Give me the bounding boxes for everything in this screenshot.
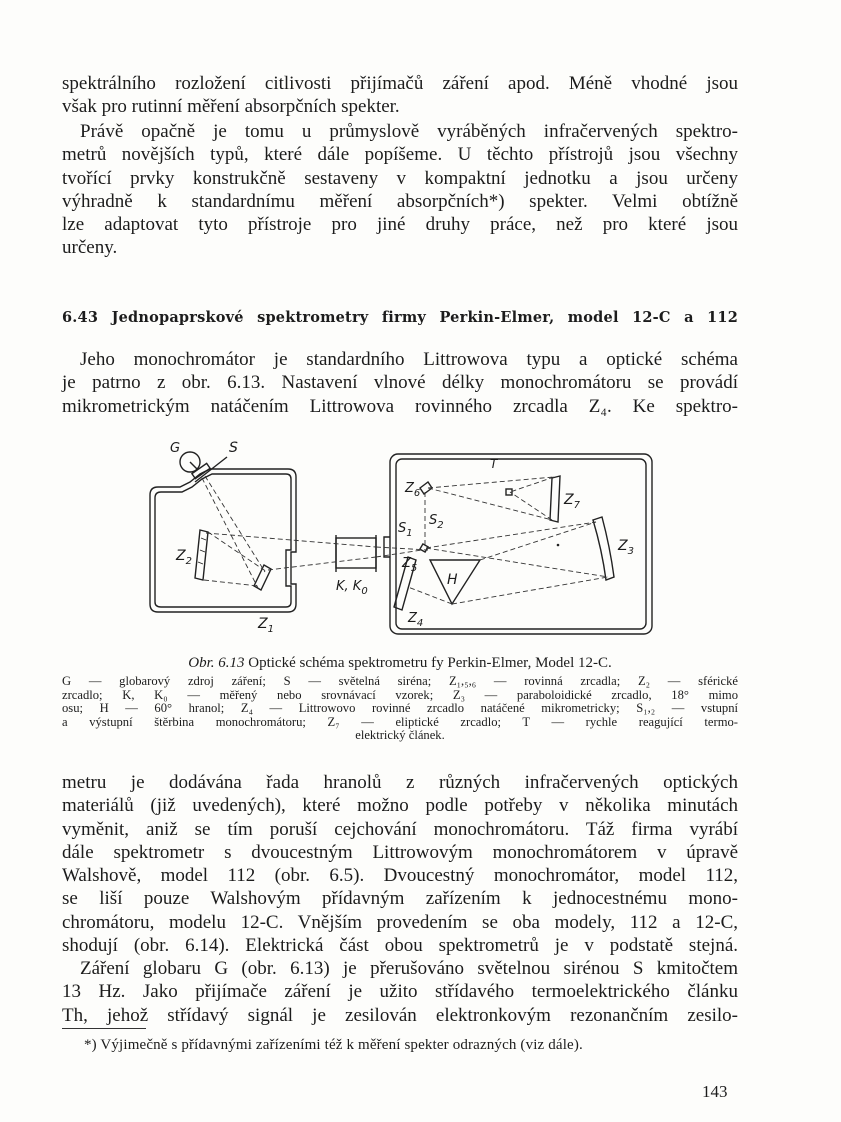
text-line: vyměnit, aniž se tím poruší cejchování monochromátoru. Táž firma vyrábí: [62, 818, 738, 840]
text-line: dále spektrometr s dvoucestným Littrowovým monochromátorem v úpravě: [62, 841, 738, 863]
label-z7: $Z_7$: [564, 492, 580, 511]
mirror-z3: [593, 517, 614, 580]
mirror-z7: [550, 476, 560, 522]
label-t: T: [490, 457, 498, 471]
text-line: určeny.: [62, 237, 118, 259]
label-z6: $Z_6$: [405, 481, 421, 499]
caption-line: a výstupní štěrbina monochromátoru; Z₇ — eliptické zrcadlo; T — rychle reagující termo-: [62, 714, 738, 729]
text-line: Záření globaru G (obr. 6.13) je přerušováno světelnou sirénou S kmitočtem: [80, 958, 738, 979]
text-line: materiálů (již uvedených), které možno podle potřeby v několika minutách: [62, 795, 738, 817]
paragraph-globar: [62, 957, 738, 1027]
text-line: Walshově, model 112 (obr. 6.5). Dvoucestný monochromátor, model 112,: [62, 865, 738, 887]
text-line: však pro rutinní měření absorpčních spekter.: [62, 96, 400, 118]
label-z4: $Z_4$: [408, 611, 424, 629]
caption-line: zrcadlo; K, K₀ — měřený nebo srovnávací vzorek; Z₃ — paraboloidické zrcadlo, 18° mimo: [62, 687, 738, 702]
figure-number: Obr. 6.13: [188, 655, 245, 671]
section-heading: 6.43 Jednopaprskové spektrometry firmy Perkin-Elmer, model 12-C a 112: [62, 309, 738, 326]
optical-schema-figure: [140, 432, 660, 647]
text-line: je patrno z obr. 6.13. Nastavení vlnové délky monochromátoru se provádí: [62, 372, 738, 394]
label-s: S: [229, 440, 238, 456]
text-line: Th, jehož střídavý signál je zesilován elektronkovým rezonančním zesilo-: [62, 1004, 738, 1026]
text-line: 13 Hz. Jako přijímače záření je užito střídavého termoelektrického článku: [62, 981, 738, 1003]
label-z2: $Z_2$: [176, 548, 192, 567]
sample-cell: [336, 538, 376, 568]
text-line: výhradně k standardnímu měření absorpčních*) spekter. Velmi obtížně: [62, 190, 738, 212]
text-line: Právě opačně je tomu u průmyslově vyráběných infračervených spektro-: [80, 121, 738, 142]
caption-line: elektrický článek.: [355, 728, 445, 743]
text-line: tvořící prvky konstrukčně sestaveny v kompaktní jednotku a jsou určeny: [62, 167, 738, 189]
mirror-z2: [195, 530, 208, 580]
text-line: Jeho monochromátor je standardního Littrowova typu a optické schéma: [80, 349, 738, 370]
label-k-k0: K, $K_0$: [336, 579, 368, 597]
label-z3: $Z_3$: [618, 538, 634, 557]
text-line: metrů novějších typů, které dále popíšeme. U těchto přístrojů jsou všechny: [62, 144, 738, 166]
figure-caption-legend: [62, 675, 738, 743]
thermocouple-detector: [506, 489, 512, 495]
label-z5: $Z_5$: [402, 556, 418, 574]
paragraph-monochromator: [62, 348, 738, 418]
paragraph-prisms-models: [62, 771, 738, 957]
text-line: shodují (obr. 6.14). Elektrická část obou spektrometrů je v podstatě stejná.: [62, 935, 738, 957]
source-housing: [150, 469, 296, 612]
text-line: se liší pouze Walshovým přídavným zařízením k jednocestnému mono-: [62, 888, 738, 910]
text-line: mikrometrickým natáčením Littrowova rovinného zrcadla Z₄. Ke spektro-: [62, 395, 738, 417]
footnote-divider: [62, 1028, 146, 1029]
page-number: 143: [702, 1082, 728, 1101]
monochromator-housing: [390, 454, 652, 634]
caption-line: osu; H — 60° hranol; Z₄ — Littrowovo rovinné zrcadlo natáčené mikrometricky; S₁,₂ — vstupní: [62, 701, 738, 716]
footnote: *) Výjimečně s přídavnými zařízeními též k měření spekter odrazných (viz dále).: [84, 1037, 583, 1053]
label-h: H: [447, 572, 458, 588]
text-line: chromátoru, modelu 12-C. Vnějším provedením se oba modely, 112 a 12-C,: [62, 911, 738, 933]
figure-caption-title: [62, 655, 738, 672]
text-line: metru je dodávána řada hranolů z různých infračervených optických: [62, 772, 738, 793]
label-s1: $S_1$: [398, 521, 413, 539]
label-s2: $S_2$: [429, 513, 444, 531]
caption-line: G — globarový zdroj záření; S — světelná siréna; Z₁,₅,₆ — rovinná zrcadla; Z₂ — sférické: [62, 674, 738, 688]
paragraph-continuation: [62, 72, 738, 119]
paragraph-industrial-spectrometers: [62, 120, 738, 260]
text-line: lze adaptovat tyto přístroje pro jiné druhy práce, než pro které jsou: [62, 214, 738, 236]
label-z1: $Z_1$: [258, 616, 274, 635]
text-line: spektrálního rozložení citlivosti přijímačů záření apod. Méně vhodné jsou: [62, 73, 738, 94]
figure-title: Optické schéma spektrometru fy Perkin-Elmer, Model 12-C.: [244, 655, 612, 671]
label-g: G: [170, 441, 181, 456]
